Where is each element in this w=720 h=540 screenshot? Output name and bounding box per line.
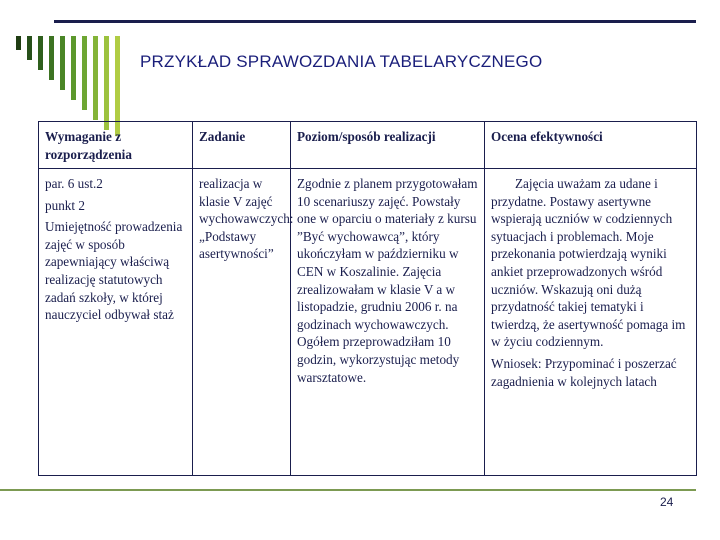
bottom-divider <box>0 489 696 491</box>
realization-text: Zgodnie z planem przygotowałam 10 scenariuszy zajęć. Powstały one w oparciu o materiały z kursu ”Być wychowawcą”, który ukończyłam w październiku w CEN w Koszalinie. Zajęcia zrealizowałam w klasie V a w listopadzie, grudniu 2006 r. na godzinach wychowawczych. Ogółem przeprowadziłam 10 godzin, wykorzystując metody warsztatowe. <box>297 176 478 385</box>
requirement-paragraph: par. 6 ust.2 <box>45 176 103 191</box>
conclusion-text: Wniosek: Przypominać i poszerzać zagadnienia w kolejnych latach <box>491 355 677 389</box>
effectiveness-text: Zajęcia uważam za udane i przydatne. Postawy asertywne wspierają uczniów w codziennych sytuacjach i problemach. Moje przekonania potwierdzają wyniki ankiet przeprowadzonych wśród uczniów. Wskazują oni dużą przydatność takiej tematyki i twierdzą, że asertywność pomaga im w życiu codziennym. <box>491 176 686 350</box>
header-effectiveness: Ocena efektywności <box>485 122 697 169</box>
report-table <box>38 121 697 476</box>
decorative-bar <box>71 36 76 100</box>
decorative-bar <box>49 36 54 80</box>
cell-effectiveness <box>485 169 697 476</box>
decorative-bar <box>38 36 43 70</box>
decorative-bars <box>0 0 130 140</box>
decorative-bar <box>16 36 21 50</box>
requirement-point: punkt 2 <box>45 197 85 213</box>
cell-realization <box>291 169 485 476</box>
decorative-bar <box>60 36 65 90</box>
slide-title: PRZYKŁAD SPRAWOZDANIA TABELARYCZNEGO <box>140 52 543 71</box>
page-number: 24 <box>660 495 674 509</box>
decorative-bar <box>104 36 109 130</box>
top-divider <box>54 20 696 23</box>
table-row <box>39 169 697 476</box>
decorative-bar <box>82 36 87 110</box>
requirement-text: Umiejętność prowadzenia zajęć w sposób zapewniający właściwą realizację statutowych zadań szkoły, w której nauczyciel odbywał staż <box>45 219 183 323</box>
header-requirement: Wymaganie z rozporządzenia <box>39 122 193 169</box>
cell-requirement <box>39 169 193 476</box>
header-task: Zadanie <box>193 122 291 169</box>
cell-task <box>193 169 294 476</box>
header-realization: Poziom/sposób realizacji <box>291 122 485 169</box>
decorative-bar <box>27 36 32 60</box>
decorative-bar <box>93 36 98 120</box>
task-text: realizacja w klasie V zajęć wychowawczych: „Podstawy asertywności” <box>199 176 294 262</box>
table-header-row <box>39 122 697 169</box>
